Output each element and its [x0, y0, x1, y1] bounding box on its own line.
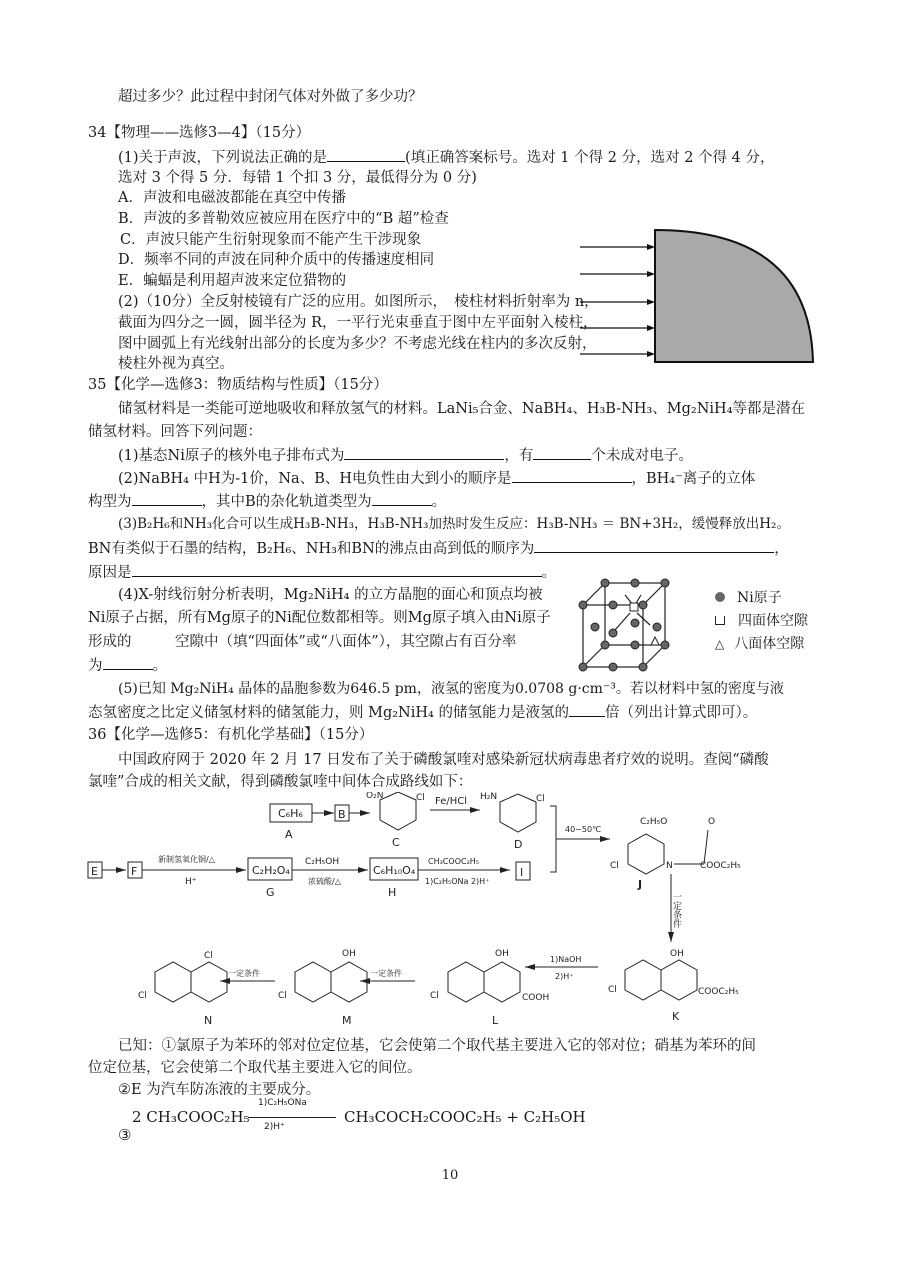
h-label: H [388, 886, 397, 899]
q34-header: 34【物理——选修3—4】（15分） [88, 125, 311, 141]
known-1-line2: 位定位基，它会使第二个取代基主要进入它的间位。 [88, 1060, 422, 1076]
equation-condition-top: 1)C₂H₅ONa [258, 1098, 307, 1108]
q34-part1-line1: (1)关于声波，下列说法正确的是 (填正确答案标号。选对 1 个得 2 分，选对 2 个得 4 分， [118, 147, 774, 168]
h2n-label: H₂N [480, 792, 498, 802]
b-label: B [338, 808, 346, 821]
q35-sub4-line3: 形成的 空隙中（填“四面体”或“八面体”），其空隙占有百分率 [88, 634, 517, 650]
q35-sub2-line1: (2)NaBH₄ 中H为-1价，Na、B、H电负性由大到小的顺序是 ，BH₄⁻离子的立体 [118, 468, 755, 489]
m-to-n-condition: 一定条件 [228, 969, 260, 978]
known-1-line1: 已知：①氯原子为苯环的邻对位定位基，它会使第二个取代基主要进入它的邻对位；硝基为苯环的间 [118, 1038, 756, 1054]
n-cl-label: Cl [204, 951, 213, 961]
q35-sub3-line1: (3)B₂H₆和NH₃化合可以生成H₃B-NH₃，H₃B-NH₃加热时发生反应：H₃B-NH₃ ＝ BN+3H₂，缓慢释放出H₂。 [118, 516, 790, 532]
q35-sub2-line2: 构型为 ，其中B的杂化轨道类型为 。 [88, 491, 446, 512]
q34-option-d: D．频率不同的声波在同种介质中的传播速度相同 [118, 252, 435, 268]
q34-part2-line4: 棱柱外视为真空。 [118, 356, 234, 372]
compound-m-ring-b [331, 962, 367, 1002]
q35-sub5-line2: 态氢密度之比定义储氢材料的储氢能力，则 Mg₂NiH₄ 的储氢能力是液氢的 倍（列出计算式即可）。 [88, 702, 757, 723]
q35-sub5-line1: (5)已知 Mg₂NiH₄ 晶体的晶胞参数为646.5 pm，液氢的密度为0.0708 g·cm⁻³。若以材料中氢的密度与液 [118, 681, 784, 697]
equation-number: ③ [118, 1126, 132, 1144]
cl-label: Cl [138, 991, 147, 1001]
j-ester-label: C₂H₅O [640, 817, 668, 827]
l-to-m-condition: 一定条件 [370, 969, 402, 978]
q35-sub4-line1: (4)X-射线衍射分析表明，Mg₂NiH₄ 的立方晶胞的面心和顶点均被 [118, 587, 543, 603]
f-to-g-acid: H⁺ [185, 877, 197, 887]
q35-sub3-line3: 原因是 。 [88, 562, 556, 583]
octahedral-void-icon: △ [715, 637, 725, 651]
h-to-i-condition: 1)C₂H₅ONa 2)H⁺ [425, 877, 490, 886]
q35-sub4-line4: 为 。 [88, 655, 167, 676]
d-label: D [514, 838, 523, 851]
k-to-l-acid: 2)H⁺ [555, 972, 574, 981]
quarter-circle-prism-figure [575, 222, 825, 372]
synthesis-route-scheme [80, 792, 860, 1037]
g-label: G [266, 886, 275, 899]
equation-left: 2 CH₃COOC₂H₅ [132, 1108, 250, 1126]
page-number: 10 [441, 1168, 459, 1183]
l-label: L [492, 1014, 499, 1027]
e-label: E [91, 865, 98, 878]
light-ray-arrows [580, 247, 651, 354]
known-2: ②E 为汽车防冻液的主要成分。 [118, 1082, 321, 1098]
compound-n-ring-b [191, 962, 227, 1002]
compound-k-ring-a [625, 960, 661, 1000]
h-formula: C₆H₁₀O₄ [373, 864, 416, 877]
k-oh-label: OH [670, 949, 684, 959]
i-label: I [520, 866, 524, 879]
j-label: J [638, 878, 643, 891]
j-to-k-condition: 一定条件 [671, 892, 681, 928]
cl-label: Cl [278, 991, 287, 1001]
k-label: K [672, 1010, 680, 1023]
cl-label: Cl [608, 985, 617, 995]
q35-header: 35【化学—选修3：物质结构与性质】（15分） [88, 377, 388, 393]
compound-d-ring [500, 794, 536, 832]
c-label: C [392, 836, 400, 849]
tetrahedral-void-icon [715, 616, 725, 625]
cl-label: Cl [416, 793, 425, 803]
m-label: M [342, 1014, 352, 1027]
temp-label: 40~50℃ [565, 825, 602, 834]
g-to-h-condition: 浓硫酸/△ [308, 877, 341, 886]
q34-option-b: B．声波的多普勒效应被应用在医疗中的“B 超”检查 [118, 211, 449, 227]
compound-l-ring-b [484, 962, 520, 1002]
q34-part1-line2: 选对 3 个得 5 分．每错 1 个扣 3 分，最低得分为 0 分) [118, 170, 477, 186]
q35-intro-line1: 储氢材料是一类能可逆地吸收和释放氢气的材料。LaNi₅合金、NaBH₄、H₃B-NH₃、Mg₂NiH₄等都是潜在 [118, 401, 806, 417]
a-label: A [285, 828, 293, 841]
compound-k-ring-b [661, 960, 697, 1000]
compound-j-ring [628, 834, 664, 874]
g-formula: C₂H₂O₄ [252, 864, 290, 877]
compound-c-ring [380, 792, 416, 830]
l-oh-label: OH [495, 949, 509, 959]
cl-label: Cl [430, 991, 439, 1001]
j-o-label: O [708, 817, 716, 827]
j-ester2-label: COOC₂H₅ [700, 861, 741, 871]
m-oh-label: OH [342, 949, 356, 959]
q36-intro-line2: 氯喹”合成的相关文献，得到磷酸氯喹中间体合成路线如下： [88, 774, 473, 790]
q36-intro-line1: 中国政府网于 2020 年 2 月 17 日发布了关于磷酸氯喹对感染新冠状病毒患者疗效的说明。查阅“磷酸 [118, 752, 769, 768]
q35-intro-line2: 储氢材料。回答下列问题： [88, 424, 262, 440]
known-3-equation [118, 1100, 678, 1146]
compound-n-ring-a [155, 962, 191, 1002]
q34-option-e: E．蝙蝠是利用超声波来定位猎物的 [118, 273, 347, 289]
cl-label: Cl [610, 861, 619, 871]
cl-label: Cl [536, 794, 545, 804]
f-label: F [131, 865, 138, 878]
q36-header: 36【化学—选修5：有机化学基础】（15分） [88, 727, 374, 743]
q35-sub3-line2: BN有类似于石墨的结构，B₂H₆、NH₃和BN的沸点由高到低的顺序为 ， [88, 538, 789, 559]
q35-sub4-line2: Ni原子占据，所有Mg原子的Ni配位数都相等。则Mg原子填入由Ni原子 [88, 610, 551, 626]
q34-part2-line1: (2)（10分）全反射棱镜有广泛的应用。如图所示， 棱柱材料折射率为 n， [118, 294, 599, 310]
k-to-l-reagent: 1)NaOH [550, 955, 582, 964]
equation-right: CH₃COCH₂COOC₂H₅ + C₂H₅OH [344, 1108, 586, 1126]
l-cooh-label: COOH [522, 993, 550, 1003]
equation-condition-bottom: 2)H⁺ [264, 1122, 285, 1132]
q34-part2-line2: 截面为四分之一圆，圆半径为 R，一平行光束垂直于图中左平面射入棱柱， [118, 315, 598, 331]
fe-hcl-label: Fe/HCl [435, 796, 468, 807]
n-label: N [666, 861, 673, 871]
q34-option-c: C．声波只能产生衍射现象而不能产生干涉现象 [120, 232, 422, 248]
q34-option-a: A．声波和电磁波都能在真空中传播 [118, 190, 346, 206]
compound-m-ring-a [295, 962, 331, 1002]
f-to-g-condition: 新制氢氧化铜/△ [158, 855, 215, 864]
no2-label: O₂N [366, 792, 384, 801]
q35-sub1: (1)基态Ni原子的核外电子排布式为 ，有 个未成对电子。 [118, 445, 693, 466]
q34-part2-line3: 图中圆弧上有光线射出部分的长度为多少？不考虑光线在柱内的多次反射， [118, 336, 597, 352]
k-ester-label: COOC₂H₅ [698, 987, 739, 997]
previous-question-tail: 超过多少？此过程中封闭气体对外做了多少功？ [118, 89, 423, 105]
n-compound-label: N [204, 1014, 213, 1027]
c6h6-label: C₆H₆ [278, 807, 303, 820]
equation-arrow [248, 1117, 336, 1118]
crystal-cell-figure [575, 575, 685, 675]
g-to-h-reagent: C₂H₅OH [305, 857, 340, 867]
compound-l-ring-a [448, 962, 484, 1002]
h-to-i-reagent: CH₃COOC₂H₅ [428, 857, 480, 866]
ni-atom-icon [715, 592, 725, 602]
crystal-legend: Ni原子 四面体空隙 △ 八面体空隙 [715, 587, 808, 656]
